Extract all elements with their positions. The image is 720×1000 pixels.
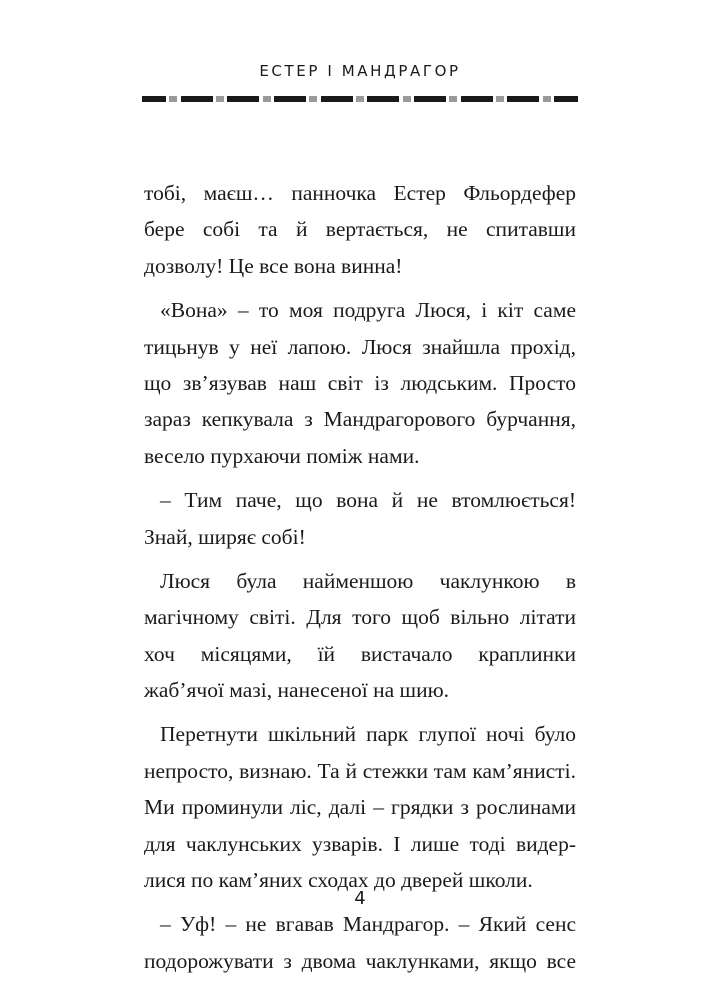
text-line: для чаклунських узварів. І лише тоді видер- [144,831,576,856]
ornament-dot [263,96,271,102]
paragraph-2 [144,292,576,474]
ornament-dash [321,96,353,102]
ornament-dash [507,96,539,102]
text-line: – Тим паче, що вона й не втомлюється! [160,488,576,513]
paragraph-5 [144,716,576,898]
text-line: жаб’ячої мазі, нанесеної на шию. [144,678,450,703]
text-line: дозволу! Це все вона винна! [144,253,403,278]
text-line: весело пурхаючи поміж нами. [144,443,420,468]
ornament-dot [216,96,224,102]
text-line: тицьнув у неї лапою. Люся знайшла прохід, [144,334,576,359]
paragraph-1 [144,175,576,284]
body-text [144,175,576,987]
page-number: 4 [354,888,366,909]
ornament-dot [403,96,411,102]
text-line: зараз кепкувала з Мандрагорового бурчання, [144,407,576,432]
text-line: лися по кам’яних сходах до дверей школи. [144,868,533,893]
text-line: магічному світі. Для того щоб вільно літати [144,605,576,630]
text-line: – Уф! – не вгавав Мандрагор. – Який сенс [160,912,576,937]
text-line: непросто, визнаю. Та й стежки там кам’янисті. [144,758,576,783]
text-line: що зв’язував наш світ із людським. Просто [144,370,576,395]
ornament-dash [461,96,493,102]
text-line: «Вона» – то моя подруга Люся, і кіт саме [160,298,576,323]
ornament-dash [554,96,578,102]
ornament-dot [356,96,364,102]
ornament-dash [274,96,306,102]
ornament-dash [367,96,399,102]
text-line: хоч місяцями, їй вистачало краплинки [144,641,576,666]
ornament-dash [227,96,259,102]
header-ornament-rule [142,96,578,102]
ornament-dash [181,96,213,102]
ornament-dash [414,96,446,102]
ornament-dot [543,96,551,102]
text-line: Люся була найменшою чаклункою в [160,568,576,593]
ornament-dot [309,96,317,102]
text-line: Ми проминули ліс, далі – грядки з рослинами [144,795,576,820]
text-line: подорожувати з двома чаклунками, якщо все [144,948,576,973]
ornament-dot [496,96,504,102]
running-head: ЕСТЕР І МАНДРАГОР [259,62,461,80]
text-line: бере собі та й вертається, не спитавши [144,217,576,242]
ornament-dot [449,96,457,102]
ornament-dash [142,96,166,102]
text-line: тобі, маєш… панночка Естер Фльордефер [144,181,576,205]
ornament-dot [169,96,177,102]
text-line: Знай, ширяє собі! [144,524,306,549]
text-line: Перетнути шкільний парк глупої ночі було [160,722,576,747]
paragraph-4 [144,563,576,709]
paragraph-6 [144,906,576,979]
paragraph-3 [144,482,576,555]
